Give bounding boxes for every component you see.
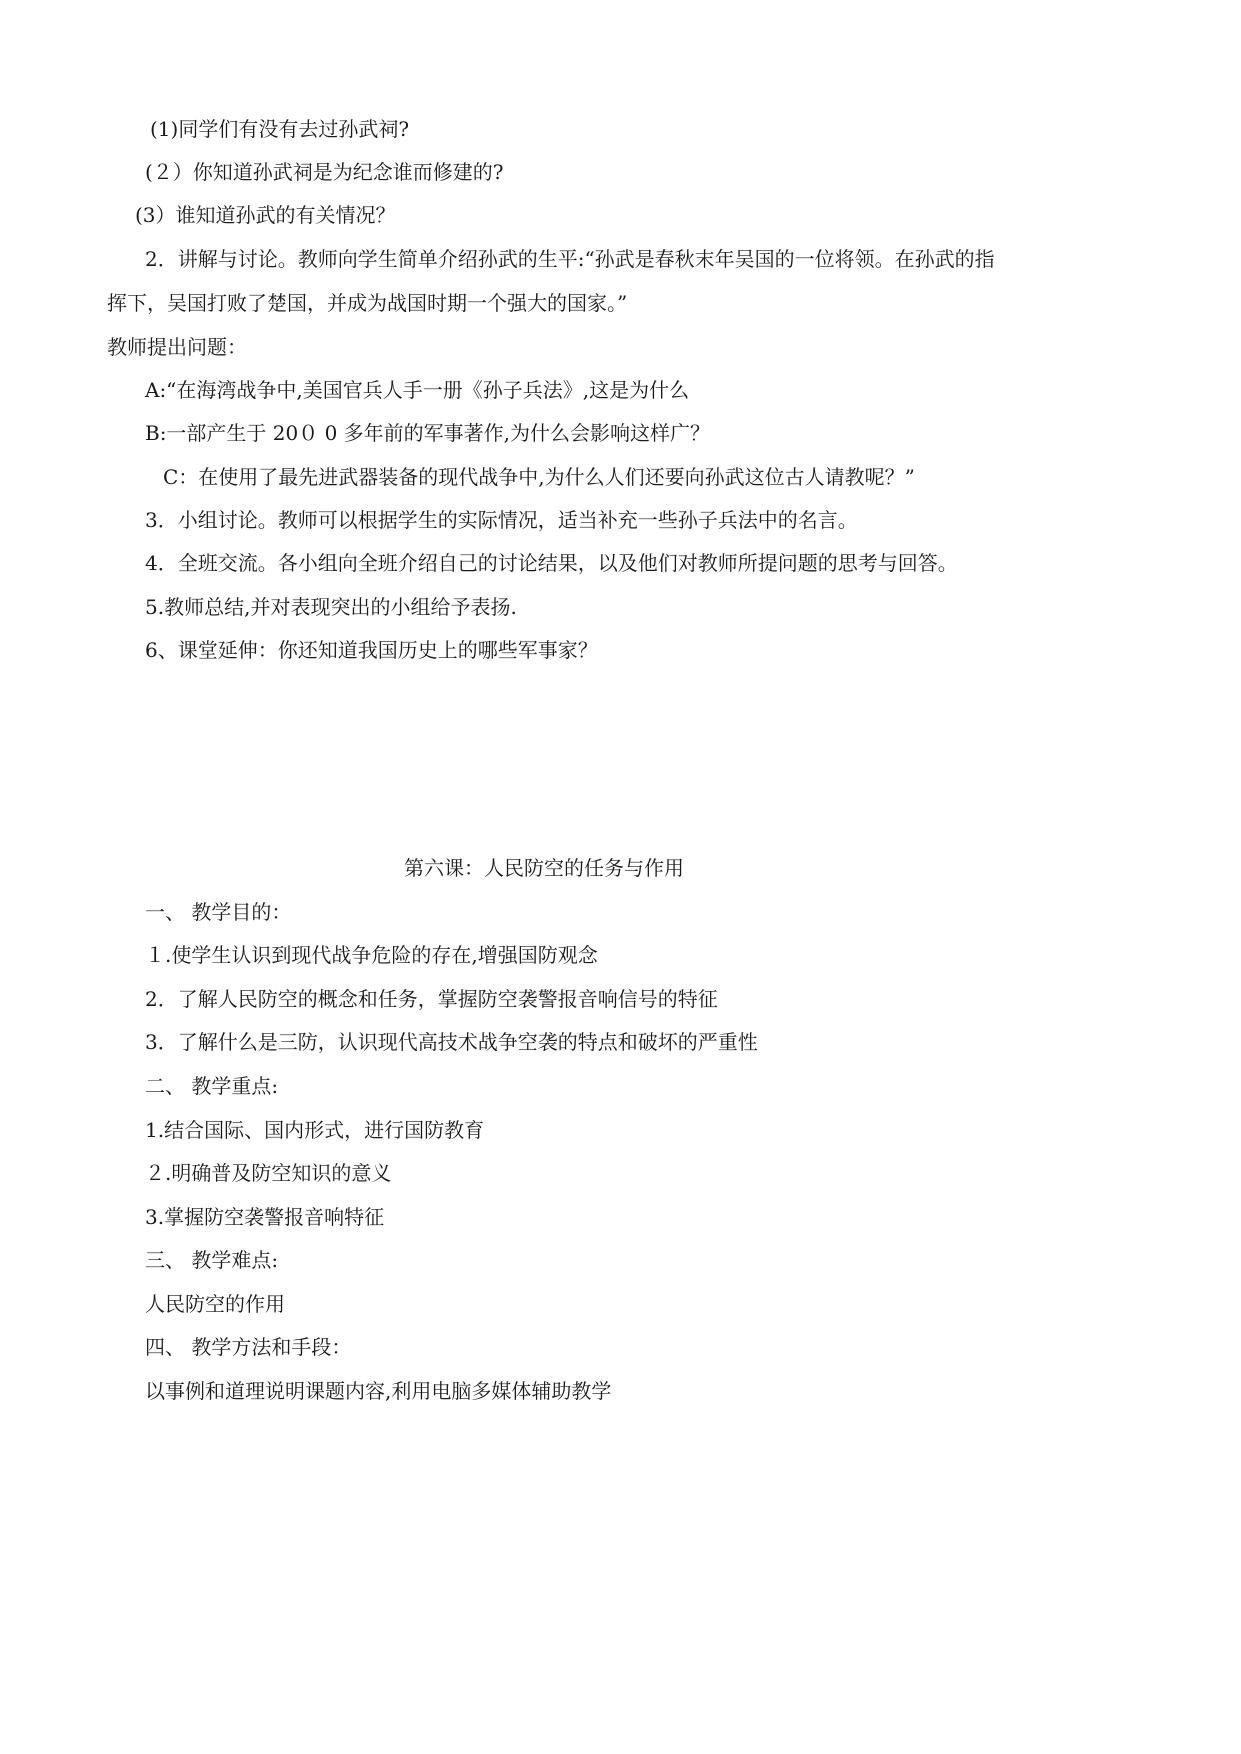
step-5-teacher-summary: 5.教师总结,并对表现突出的小组给予表扬.	[145, 595, 517, 619]
step-3-group-discussion: 3．小组讨论。教师可以根据学生的实际情况，适当补充一些孙子兵法中的名言。	[145, 508, 858, 532]
step-4-class-exchange: 4．全班交流。各小组向全班介绍自己的讨论结果，以及他们对教师所提问题的思考与回答。	[145, 551, 958, 575]
heading-teaching-objectives: 一、 教学目的：	[145, 900, 292, 924]
objective-1: １.使学生认识到现代战争危险的存在,增强国防观念	[145, 943, 598, 967]
objective-2: 2．了解人民防空的概念和任务，掌握防空袭警报音响信号的特征	[145, 987, 718, 1011]
difficulty-text: 人民防空的作用	[145, 1292, 285, 1316]
step-6-extension: 6、课堂延伸：你还知道我国历史上的哪些军事家？	[145, 638, 598, 662]
step-2-lecture-line-1: 2．讲解与讨论。教师向学生简单介绍孙武的生平:“孙武是春秋末年吴国的一位将领。在孙武的指	[145, 247, 995, 271]
key-point-3: 3.掌握防空袭警报音响特征	[145, 1205, 385, 1229]
question-a: A:“在海湾战争中,美国官兵人手一册《孙子兵法》,这是为什么	[145, 378, 690, 402]
heading-key-points: 二、 教学重点:	[145, 1074, 279, 1098]
step-2-lecture-line-2: 挥下，吴国打败了楚国，并成为战国时期一个强大的国家。”	[107, 291, 628, 315]
question-visited-sunwu-temple: (1)同学们有没有去过孙武祠?	[150, 117, 410, 141]
key-point-1: 1.结合国际、国内形式，进行国防教育	[145, 1118, 485, 1142]
key-point-2: ２.明确普及防空知识的意义	[145, 1161, 392, 1185]
heading-methods: 四、 教学方法和手段：	[145, 1335, 352, 1359]
method-text: 以事例和道理说明课题内容,利用电脑多媒体辅助教学	[145, 1379, 612, 1403]
question-c: C：在使用了最先进武器装备的现代战争中,为什么人们还要向孙武这位古人请教呢？”	[163, 465, 915, 489]
question-sunwu-info: (3）谁知道孙武的有关情况？	[135, 203, 396, 227]
objective-3: 3．了解什么是三防，认识现代高技术战争空袭的特点和破坏的严重性	[145, 1030, 758, 1054]
lesson-6-title: 第六课：人民防空的任务与作用	[404, 856, 684, 880]
question-b: B:一部产生于 20０ 0 多年前的军事著作,为什么会影响这样广？	[145, 421, 711, 445]
question-temple-purpose: (２）你知道孙武祠是为纪念谁而修建的?	[145, 160, 504, 184]
heading-difficulties: 三、 教学难点:	[145, 1248, 279, 1272]
teacher-questions-label: 教师提出问题：	[107, 335, 247, 359]
